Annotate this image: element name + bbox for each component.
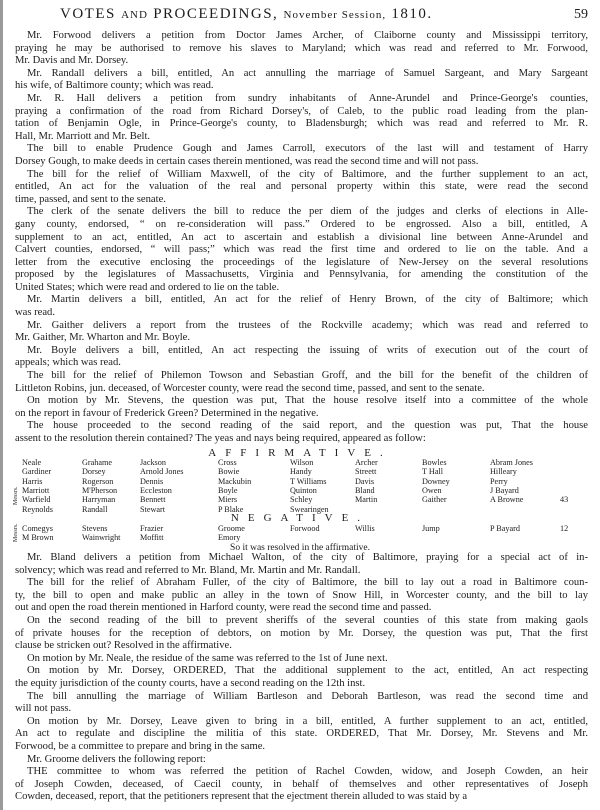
- member-name: Wilson: [290, 458, 314, 467]
- negative-count: 12: [560, 524, 569, 533]
- member-name: Quinton: [290, 485, 317, 495]
- text-line: An act to regulate and discipline the militia of this state. ORDERED, That Mr. Dorsey, Mr. Stevens and Mr.: [15, 728, 588, 740]
- paragraph: [15, 420, 588, 445]
- text-line: Mr. Davis and Mr. Dorsey.: [15, 55, 129, 67]
- affirmative-count: 43: [560, 495, 569, 504]
- text-line: Calvert counties, endorsed, “ will pass;” which was read the first time and ordered to lie on the table. And a: [15, 244, 588, 256]
- negative-heading: NEGATIVE.: [230, 512, 370, 524]
- text-line: Mr. Bland delivers a petition from Michael Walton, of the city of Baltimore, praying for a special act of in-: [27, 552, 588, 563]
- text-line: The bill to enable Prudence Gough and James Carroll, executors of the last will and testament of Harry: [27, 143, 588, 155]
- member-name: M Brown: [22, 533, 54, 543]
- text-line: out and open the road therein mentioned in Harford county, were read the second time and passed.: [15, 602, 432, 614]
- paragraph: [15, 143, 588, 168]
- text-line: gany county, endorsed, “ on re-consideration will pass.” Ordered to be engrossed. Also a bill, entitled, A: [15, 218, 588, 230]
- member-name: Bland: [355, 485, 375, 495]
- member-name: Harris: [22, 476, 43, 486]
- member-name: Moffitt: [140, 533, 164, 543]
- paragraph: [15, 766, 588, 804]
- paragraph: [15, 93, 588, 143]
- page-number: 59: [574, 7, 588, 22]
- member-name: T Williams: [290, 476, 327, 486]
- member-name: Arnold Jones: [140, 467, 184, 477]
- member-name: Gaither: [422, 495, 447, 505]
- member-name: P Bayard: [490, 524, 520, 533]
- member-name: Perry: [490, 476, 508, 486]
- paragraph: [15, 206, 588, 294]
- paragraph: [15, 754, 588, 767]
- text-line: The clerk of the senate delivers the bill to reduce the per diem of the judges and clerks of elections in Alle-: [27, 206, 588, 218]
- vote-result: So it was resolved in the affirmative.: [230, 543, 370, 553]
- text-line: The bill for the relief of Abraham Fuller, of the city of Baltimore, the bill to lay out a road in Baltimore coun-: [27, 577, 588, 589]
- member-name: Stevens: [82, 524, 108, 533]
- text-line: The bill for the relief of William Maxwell, of the city of Baltimore, and the further supplement to an act,: [27, 168, 588, 180]
- member-name: Dennis: [140, 476, 164, 486]
- member-name: Stewart: [140, 504, 166, 514]
- member-name: Martin: [355, 495, 378, 505]
- paragraph: [15, 30, 588, 68]
- title-session: November Session,: [283, 9, 387, 21]
- text-line: his wife, of Baltimore county; which was read.: [15, 80, 214, 92]
- text-line: the equity jurisdiction of the county courts, have a second reading on the 12th inst.: [15, 677, 366, 689]
- text-line: appeals; which was read.: [15, 357, 121, 369]
- member-name: Gardiner: [22, 467, 52, 477]
- member-name: Neale: [22, 458, 42, 467]
- paragraph: [15, 294, 588, 319]
- paragraph: [15, 169, 588, 207]
- member-name: Boyle: [218, 485, 238, 495]
- text-line: letter from the executive enclosing the proceedings of the legislature of New-Jersey on the several resolutions: [15, 256, 588, 268]
- paragraph: [15, 345, 588, 370]
- text-line: time, passed, and sent to the senate.: [15, 193, 166, 205]
- text-line: THE committee to whom was referred the petition of Rachel Cowden, widow, and Joseph Cowden, an heir: [27, 766, 588, 778]
- member-name: Abram Jones: [490, 458, 533, 467]
- affirmative-count-row: [0, 495, 600, 504]
- text-line: Dorsey Gough, to make deeds in certain cases therein mentioned, was read the second time and will not pass.: [15, 155, 479, 167]
- text-line: proposed by the legislatures of Massachusetts, Virginia and Pennsylvania, for amending the constitution of the: [15, 269, 588, 281]
- vote-row: [0, 477, 600, 486]
- text-line: Mr. Forwood delivers a petition from Doctor James Archer, of Claiborne county and Mississippi territory,: [27, 30, 588, 41]
- text-line: assent to the resolution therein contained? The yeas and nays being required, appeared as follow:: [15, 433, 426, 444]
- text-line: was read.: [15, 307, 56, 319]
- bottom-text-block: [15, 552, 588, 804]
- text-line: on the report in favour of Frederick Green? Determined in the negative.: [15, 407, 319, 419]
- paragraph: [15, 552, 588, 577]
- member-name: Owen: [422, 485, 442, 495]
- member-name: Eccleston: [140, 485, 172, 495]
- member-name: Forwood: [290, 524, 320, 533]
- text-line: On motion by Mr. Dorsey, Leave given to bring in a bill, entitled, A further supplement to an act, entitled,: [27, 715, 588, 727]
- title-year: 1810.: [391, 6, 433, 22]
- text-line: On motion by Mr. Dorsey, ORDERED, That the additional supplement to the act, entitled, An act respecting: [27, 665, 588, 677]
- paragraph: [15, 716, 588, 754]
- text-line: Mr. Groome delivers the following report:: [27, 753, 206, 765]
- member-name: Rogerson: [82, 476, 114, 486]
- member-name: Davis: [355, 476, 375, 486]
- negative-count-row: [0, 524, 600, 533]
- vote-row: [0, 458, 600, 467]
- text-line: Mr. Gaither, Mr. Wharton and Mr. Boyle.: [15, 332, 191, 344]
- member-name: Miers: [218, 495, 238, 505]
- member-name: Comegys: [22, 524, 53, 533]
- text-line: The bill for the relief of Philemon Towson and Sebastian Groff, and the bill for the benefit of the children of: [27, 370, 588, 382]
- member-name: Reynolds: [22, 504, 53, 514]
- paragraph: [15, 68, 588, 93]
- text-line: of private houses for the reception of debtors, on motion by Mr. Dorsey, the question was put, That the first: [15, 627, 588, 639]
- text-line: The bill annulling the marriage of William Bartleson and Deborah Bartleson, was read the second time and: [27, 690, 588, 702]
- text-line: clause be stricken out? Resolved in the affirmative.: [15, 640, 232, 652]
- member-name: Bennett: [140, 495, 166, 505]
- text-line: Littleton Robins, jun. deceased, of Worcester county, were read the second time, passed, and sent to the senate.: [15, 382, 485, 394]
- vote-row: [0, 486, 600, 495]
- text-line: On motion by Mr. Stevens, the question was put, That the house resolve itself into a committee of the whole: [27, 395, 588, 407]
- member-name: Harryman: [82, 495, 116, 505]
- text-line: Mr. Martin delivers a bill, entitled, An act for the relief of Henry Brown, of the city of Baltimore; which: [27, 294, 588, 306]
- text-line: ty, the bill to open and make public an alley in the town of Snow Hill, in Worcester county, and the bill to lay: [15, 589, 588, 601]
- member-name: J Bayard: [490, 485, 519, 495]
- member-name: Archer: [355, 458, 378, 467]
- paragraph: [15, 691, 588, 716]
- title-and: AND: [121, 9, 148, 21]
- member-name: A Browne: [490, 495, 524, 505]
- member-name: Wainwright: [82, 533, 121, 543]
- messrs-label-affirmative: Messrs.: [13, 486, 19, 505]
- paragraph: [15, 395, 588, 420]
- text-line: The house proceeded to the second reading of the said report, and the question was put, That the house: [27, 420, 588, 432]
- text-line: United States; which were read and ordered to lie on the table.: [15, 281, 280, 293]
- text-line: Hall, Mr. Marriott and Mr. Belt.: [15, 130, 151, 142]
- text-line: of Joseph Cowden, deceased, of Caecil county, in behalf of themselves and other representatives of Joseph: [15, 778, 588, 790]
- paragraph: [15, 615, 588, 653]
- member-name: Bowie: [218, 467, 240, 477]
- paragraph: [15, 370, 588, 395]
- text-line: On the second reading of the bill to prevent sheriffs of the several counties of this state from making gaols: [27, 614, 588, 626]
- member-name: P Blake: [218, 504, 244, 514]
- member-name: Willis: [355, 524, 375, 533]
- top-text-block: [15, 30, 588, 446]
- member-name: Cross: [218, 458, 237, 467]
- member-name: Hilleary: [490, 467, 517, 477]
- member-name: M'Pherson: [82, 485, 118, 495]
- text-line: Cowden, deceased, report, that the petitioners represent that the ejectment therein alluded to was staid by a: [15, 791, 468, 803]
- member-name: Jackson: [140, 458, 166, 467]
- member-name: Downey: [422, 476, 450, 486]
- text-line: Forwood, be a committee to prepare and bring in the same.: [15, 740, 266, 752]
- text-line: praying a confirmation of the road from Richard Dorsey's, of Caleb, to the public road leading from the plan-: [15, 105, 588, 117]
- member-name: Emory: [218, 533, 241, 543]
- paragraph: [15, 320, 588, 345]
- text-line: Mr. Gaither delivers a report from the trustees of the Rockville academy; which was read and referred to: [27, 319, 588, 331]
- text-line: praying he may be authorised to remove his slaves to Maryland; which was read and referred to Mr. Forwood,: [15, 42, 588, 54]
- page-scan-edge: [0, 0, 3, 810]
- text-line: entitled, An act for the valuation of the real and personal property within this state, were read the second: [15, 181, 588, 193]
- text-line: solvency; which was read and referred to Mr. Bland, Mr. Martin and Mr. Randall.: [15, 564, 361, 576]
- title-votes: VOTES: [60, 6, 116, 22]
- member-name: Warfield: [22, 495, 51, 505]
- paragraph: [15, 653, 588, 666]
- title-proceedings: PROCEEDINGS,: [153, 6, 279, 22]
- member-name: Schley: [290, 495, 313, 505]
- member-name: Dorsey: [82, 467, 106, 477]
- text-line: On motion by Mr. Neale, the residue of the same was referred to the 1st of June next.: [27, 652, 388, 664]
- member-name: T Hall: [422, 467, 443, 477]
- text-line: Mr. R. Hall delivers a petition from sundry inhabitants of Anne-Arundel and Prince-George's counties,: [27, 92, 588, 104]
- member-name: Jump: [422, 524, 440, 533]
- paragraph: [15, 665, 588, 690]
- member-name: Mackubin: [218, 476, 252, 486]
- affirmative-heading: AFFIRMATIVE.: [208, 447, 392, 459]
- page-header: [60, 6, 588, 26]
- member-name: Grahame: [82, 458, 113, 467]
- text-line: will not pass.: [15, 703, 72, 715]
- member-name: Groome: [218, 524, 245, 533]
- text-line: Mr. Randall delivers a bill, entitled, An act annulling the marriage of Samuel Sargeant, and Mary Sargeant: [27, 67, 588, 79]
- vote-row: [0, 467, 600, 476]
- member-name: Streett: [355, 467, 377, 477]
- member-name: Frazier: [140, 524, 164, 533]
- paragraph: [15, 577, 588, 615]
- text-line: Mr. Boyle delivers a bill, entitled, An act respecting the issuing of writs of execution out of the court of: [27, 344, 588, 356]
- messrs-label-negative: Messrs.: [13, 523, 19, 542]
- member-name: Bowles: [422, 458, 447, 467]
- vote-row: [0, 533, 600, 542]
- member-name: Marriott: [22, 485, 50, 495]
- member-name: Swearingen: [290, 504, 329, 514]
- text-line: supplement to an act, entitled, An act to ascertain and establish a divisional line between Anne-Arundel and: [15, 231, 588, 243]
- member-name: Handy: [290, 467, 312, 477]
- member-name: Randall: [82, 504, 108, 514]
- text-line: tation of Benjamin Ogle, in Prince-George's county, to Bladensburgh; which was read and referred to Mr. R.: [15, 118, 588, 130]
- running-title: [60, 6, 433, 23]
